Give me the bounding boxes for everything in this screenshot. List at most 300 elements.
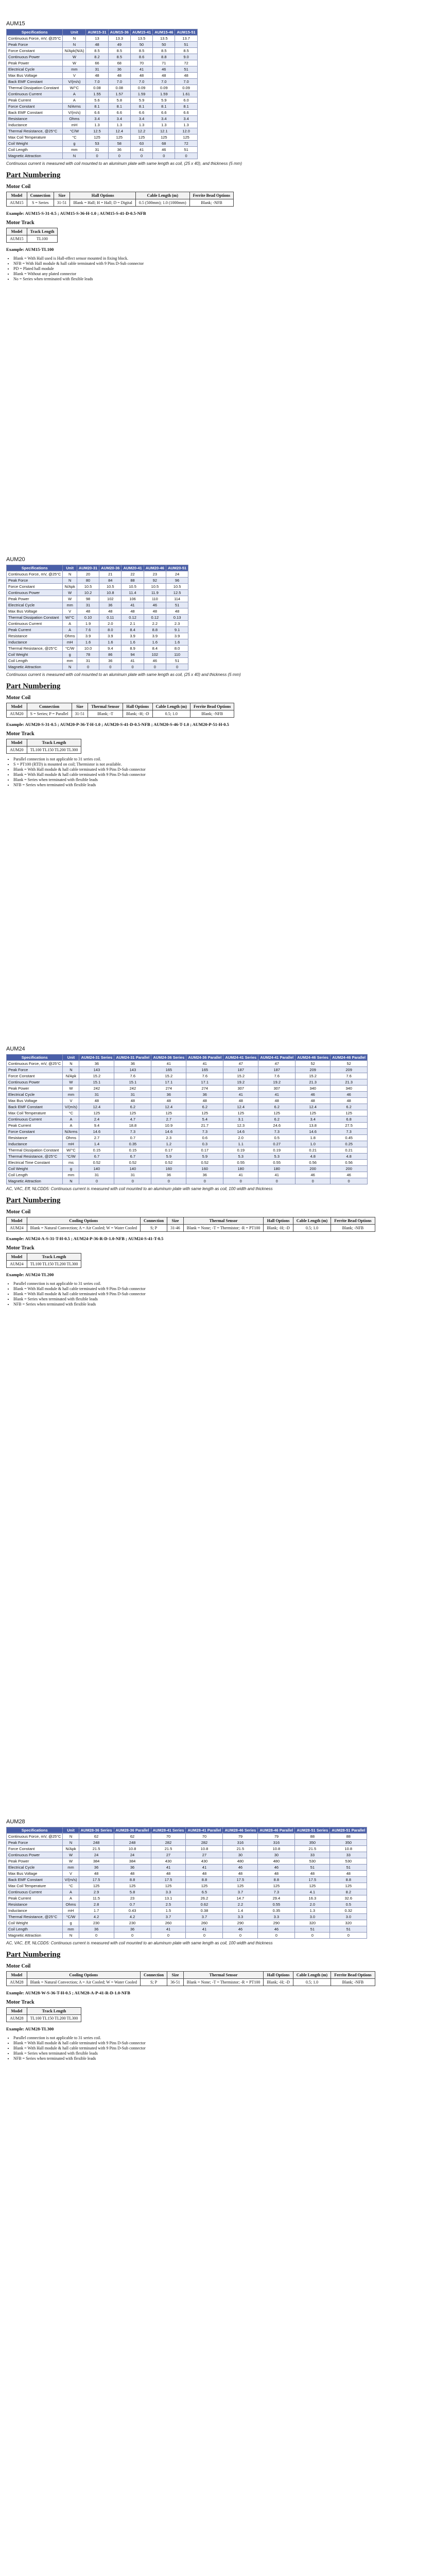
spec-row xyxy=(7,60,198,66)
spec-value: 4.2 xyxy=(79,1914,114,1920)
spec-parameter: Inductance xyxy=(7,1908,63,1914)
spec-value: 8.2 xyxy=(86,54,108,60)
spec-row xyxy=(7,1865,367,1871)
spec-parameter: Thermal Resistance, @25°C xyxy=(7,1154,63,1160)
spec-value: 79 xyxy=(223,1834,258,1840)
spec-value: 7.0 xyxy=(153,79,175,85)
spec-value: 41 xyxy=(258,1172,296,1178)
spec-value: 0.43 xyxy=(114,1908,151,1914)
spec-row xyxy=(7,1098,368,1104)
spec-value: 307 xyxy=(223,1086,258,1092)
spec-value: 125 xyxy=(331,1110,368,1116)
spec-value: g xyxy=(63,1920,79,1926)
coil-option-cell: Blank; -NFB xyxy=(189,199,233,207)
spec-value: 36 xyxy=(108,66,130,73)
spec-column-header: AUM15-41 xyxy=(130,29,152,36)
spec-value: 0.5 xyxy=(258,1135,296,1141)
spec-value: 6.2 xyxy=(331,1104,368,1110)
track-column-header: Track Length xyxy=(27,739,81,747)
spec-value: 7.6 xyxy=(114,1073,151,1079)
spec-value: 31 xyxy=(114,1092,151,1098)
spec-value: 8.4 xyxy=(121,627,144,633)
spec-value: W xyxy=(63,1852,79,1858)
spec-value: 125 xyxy=(186,1883,223,1889)
spec-value: 0 xyxy=(114,1933,151,1939)
spec-value: 48 xyxy=(258,1098,296,1104)
spec-value: g xyxy=(63,652,77,658)
spec-value: N xyxy=(63,1178,79,1184)
spec-parameter: Magnetic Attraction xyxy=(7,153,63,159)
motor-track-table xyxy=(6,1253,81,1268)
spec-value: 12.4 xyxy=(79,1104,114,1110)
spec-value: 46 xyxy=(331,1172,368,1178)
spec-value: 36 xyxy=(114,1926,151,1933)
spec-row xyxy=(7,1141,368,1147)
spec-value: °C xyxy=(63,1110,79,1116)
coil-option-cell: Blank = Hall; H = Hall; D = Digital xyxy=(70,199,135,207)
spec-value: 0.35 xyxy=(114,1141,151,1147)
spec-value: 0.19 xyxy=(258,1147,296,1154)
spec-value: 7.6 xyxy=(77,627,99,633)
spec-value: °C xyxy=(63,134,86,141)
spec-value: 41 xyxy=(186,1926,223,1933)
spec-parameter: Peak Power xyxy=(7,596,63,602)
spec-row xyxy=(7,1858,367,1865)
spec-column-header: Specifications xyxy=(7,565,63,571)
spec-value: 0.08 xyxy=(108,85,130,91)
spec-value: 3.9 xyxy=(99,633,121,639)
spec-value: 0.27 xyxy=(258,1141,296,1147)
spec-value: 125 xyxy=(151,1110,186,1116)
spec-value: 46 xyxy=(296,1092,331,1098)
spec-value: 125 xyxy=(258,1883,295,1889)
spec-value: 350 xyxy=(295,1840,330,1846)
spec-value: 0 xyxy=(166,664,188,670)
spec-value: 3.0 xyxy=(295,1914,330,1920)
spec-parameter: Continuous Current xyxy=(7,1116,63,1123)
spec-value: 200 xyxy=(296,1166,331,1172)
spec-value: 51 xyxy=(295,1926,330,1933)
spec-value: 125 xyxy=(151,1883,186,1889)
spec-value: 340 xyxy=(296,1086,331,1092)
spec-row xyxy=(7,110,198,116)
spec-parameter: Continuous Current xyxy=(7,1889,63,1895)
spec-value: 24 xyxy=(79,1852,114,1858)
spec-value: 0.56 xyxy=(331,1160,368,1166)
spec-parameter: Continuous Force, mV, @25°C xyxy=(7,571,63,578)
note-item: • Blank = With Hall module & hall cable terminated with 9 Pins D-Sub connector xyxy=(13,767,434,772)
spec-value: 5.8 xyxy=(114,1889,151,1895)
spec-parameter: Max Bus Voltage xyxy=(7,1098,63,1104)
spec-value: N xyxy=(63,1061,79,1067)
spec-value: 46 xyxy=(144,658,166,664)
spec-value: 46 xyxy=(223,1926,258,1933)
spec-value: 102 xyxy=(144,652,166,658)
note-item: • NFB = Series when terminated with flexible leads xyxy=(13,783,434,787)
spec-value: 21.3 xyxy=(296,1079,331,1086)
coil-column-header: Size xyxy=(167,1217,184,1225)
spec-parameter: Resistance xyxy=(7,116,63,122)
spec-value: 51 xyxy=(166,658,188,664)
spec-value: 0.6 xyxy=(186,1135,223,1141)
spec-value: W xyxy=(63,60,86,66)
spec-value: 36 xyxy=(79,1926,114,1933)
spec-row xyxy=(7,1129,368,1135)
spec-value: 6.2 xyxy=(186,1104,223,1110)
spec-value: 88 xyxy=(330,1834,367,1840)
spec-value: 29.4 xyxy=(258,1895,295,1902)
spec-parameter: Max Coil Temperature xyxy=(7,1883,63,1889)
spec-value: 3.4 xyxy=(153,116,175,122)
spec-column-header: AUM28-51 Series xyxy=(295,1827,330,1834)
spec-footnote: AC, VAC, Eff, NLCDD5: Continuous current is measured with coil mounted to an aluminum plate with same length as coil, 100 width and thickness xyxy=(6,1187,273,1191)
spec-value: 13.5 xyxy=(130,36,152,42)
coil-example: Example: AUM28-W-S-36-T-H-0.5 ; AUM28-A-P-41-R-D-1.0-NFB xyxy=(6,1990,130,1995)
spec-value: A xyxy=(63,91,86,97)
spec-value: N/Apk xyxy=(63,1073,79,1079)
spec-value: N xyxy=(63,1834,79,1840)
spec-value: 48 xyxy=(331,1098,368,1104)
motor-track-title: Motor Track xyxy=(6,1245,34,1251)
spec-value: 282 xyxy=(186,1840,223,1846)
note-item: • Blank = With Hall module & hall cable terminated with 9 Pins D-Sub connector xyxy=(13,2041,434,2045)
track-column-header: Track Length xyxy=(27,1253,81,1261)
spec-value: 2.0 xyxy=(223,1135,258,1141)
spec-parameter: Inductance xyxy=(7,1141,63,1147)
spec-value: 8.0 xyxy=(166,646,188,652)
spec-parameter: Coil Length xyxy=(7,147,63,153)
spec-value: 230 xyxy=(114,1920,151,1926)
spec-value: 36 xyxy=(79,1865,114,1871)
track-option-cell: TL100 TL150 TL200 TL300 xyxy=(27,2015,81,2022)
spec-value: 48 xyxy=(175,73,197,79)
spec-value: 0 xyxy=(151,1178,186,1184)
spec-column-header: AUM24-46 Series xyxy=(296,1055,331,1061)
spec-column-header: Specifications xyxy=(7,29,63,36)
spec-value: mm xyxy=(63,1092,79,1098)
spec-value: 106 xyxy=(121,596,144,602)
spec-value: 7.6 xyxy=(186,1073,223,1079)
spec-value: W xyxy=(63,1086,79,1092)
note-item: • Blank = Without any plated connector xyxy=(13,272,434,276)
spec-row xyxy=(7,79,198,85)
spec-value: 13.5 xyxy=(153,36,175,42)
spec-value: A xyxy=(63,1116,79,1123)
spec-value: 102 xyxy=(99,596,121,602)
spec-footnote: Continuous current is measured with coil mounted to an aluminum plate with same length as coil, (25 x 40) and thickness (5 mm) xyxy=(6,672,241,677)
spec-value: 14.6 xyxy=(151,1129,186,1135)
spec-row xyxy=(7,1840,367,1846)
spec-value: 4.7 xyxy=(114,1116,151,1123)
spec-value: 47 xyxy=(258,1061,296,1067)
spec-value: 350 xyxy=(330,1840,367,1846)
spec-value: 530 xyxy=(330,1858,367,1865)
spec-value: mm xyxy=(63,147,86,153)
spec-value: 125 xyxy=(223,1110,258,1116)
spec-value: 1.3 xyxy=(153,122,175,128)
spec-row xyxy=(7,97,198,104)
spec-parameter: Continuous Power xyxy=(7,1079,63,1086)
spec-value: 8.5 xyxy=(153,48,175,54)
spec-parameter: Peak Current xyxy=(7,627,63,633)
model-section xyxy=(0,1819,434,2061)
spec-value: 12.4 xyxy=(296,1104,331,1110)
spec-value: 14.6 xyxy=(223,1129,258,1135)
spec-value: 15.2 xyxy=(223,1073,258,1079)
spec-value: A xyxy=(63,621,77,627)
coil-option-cell: 31-46 xyxy=(167,1225,184,1232)
spec-value: 480 xyxy=(223,1858,258,1865)
coil-option-cell: 0.5; 1.0 xyxy=(152,710,190,718)
spec-value: 46 xyxy=(331,1092,368,1098)
spec-value: 12.2 xyxy=(130,128,152,134)
spec-value: 7.3 xyxy=(258,1129,296,1135)
spec-value: 48 xyxy=(223,1871,258,1877)
spec-footnote: AC, VAC, Eff, NLCDD5: Continuous current is measured with coil mounted to an aluminum plate with same length as coil, 100 width and thickness xyxy=(6,1941,273,1945)
spec-row xyxy=(7,153,198,159)
spec-value: 36 xyxy=(186,1172,223,1178)
spec-value: 5.9 xyxy=(151,1154,186,1160)
spec-value: 46 xyxy=(153,66,175,73)
spec-value: 6.7 xyxy=(79,1154,114,1160)
spec-value: 0.11 xyxy=(99,615,121,621)
spec-value: 31 xyxy=(79,1092,114,1098)
spec-value: g xyxy=(63,1166,79,1172)
spec-row xyxy=(7,1926,367,1933)
spec-column-header: Unit xyxy=(63,1827,79,1834)
spec-value: 0.7 xyxy=(114,1135,151,1141)
spec-value: 31 xyxy=(77,602,99,608)
notes-list xyxy=(13,1281,434,1307)
spec-value: ms xyxy=(63,1160,79,1166)
motor-coil-title: Motor Coil xyxy=(6,1963,31,1969)
spec-value: 0.17 xyxy=(186,1147,223,1154)
spec-value: mH xyxy=(63,122,86,128)
coil-column-header: Cable Length (m) xyxy=(135,192,189,199)
spec-row xyxy=(7,1933,367,1939)
coil-option-cell: S; P xyxy=(140,1979,167,1986)
track-column-header: Model xyxy=(7,2008,27,2015)
spec-value: 8.5 xyxy=(108,48,130,54)
spec-value: 3.4 xyxy=(175,116,197,122)
spec-value: 41 xyxy=(223,1092,258,1098)
spec-value: 14.7 xyxy=(223,1895,258,1902)
spec-value: N/Apk xyxy=(63,584,77,590)
spec-value: 340 xyxy=(331,1086,368,1092)
spec-row xyxy=(7,1877,367,1883)
track-option-cell: AUM28 xyxy=(7,2015,27,2022)
spec-value: 1.6 xyxy=(121,639,144,646)
spec-parameter: Thermal Resistance, @25°C xyxy=(7,128,63,134)
spec-parameter: Peak Power xyxy=(7,1858,63,1865)
spec-value: 48 xyxy=(79,1871,114,1877)
coil-option-cell: AUM15 xyxy=(7,199,27,207)
spec-parameter: Peak Force xyxy=(7,1067,63,1073)
spec-value: 2.4 xyxy=(79,1116,114,1123)
spec-value: 41 xyxy=(121,602,144,608)
spec-value: 6.8 xyxy=(331,1116,368,1123)
spec-value: 5.9 xyxy=(130,97,152,104)
spec-column-header: AUM24-41 Parallel xyxy=(258,1055,296,1061)
spec-value: 125 xyxy=(296,1110,331,1116)
spec-value: 3.4 xyxy=(296,1116,331,1123)
spec-value: 8.0 xyxy=(99,627,121,633)
motor-track-title: Motor Track xyxy=(6,731,34,737)
spec-value: N xyxy=(63,664,77,670)
spec-value: 12.5 xyxy=(166,590,188,596)
track-option-cell: AUM20 xyxy=(7,747,27,754)
spec-value: 0.21 xyxy=(296,1147,331,1154)
spec-value: 46 xyxy=(258,1865,295,1871)
spec-parameter: Continuous Force, mV, @25°C xyxy=(7,1834,63,1840)
spec-value: 0.19 xyxy=(223,1147,258,1154)
motor-track-table xyxy=(6,2007,81,2022)
spec-value: 125 xyxy=(153,134,175,141)
spec-value: 3.9 xyxy=(121,633,144,639)
spec-row xyxy=(7,85,198,91)
spec-row xyxy=(7,664,188,670)
coil-column-header: Hall Options xyxy=(264,1972,293,1979)
note-item: • No = Series when terminated with flexible leads xyxy=(13,277,434,281)
spec-value: 48 xyxy=(121,608,144,615)
spec-value: N/Apk xyxy=(63,1846,79,1852)
spec-value: 125 xyxy=(79,1883,114,1889)
coil-column-header: Cable Length (m) xyxy=(293,1972,331,1979)
spec-value: 2.2 xyxy=(144,621,166,627)
spec-value: 48 xyxy=(223,1098,258,1104)
spec-value: 200 xyxy=(331,1166,368,1172)
coil-option-cell: 36-51 xyxy=(167,1979,184,1986)
spec-value: 125 xyxy=(114,1110,151,1116)
spec-value: 0 xyxy=(153,153,175,159)
motor-track-title: Motor Track xyxy=(6,220,34,226)
spec-value: 0.52 xyxy=(114,1160,151,1166)
spec-value: 7.6 xyxy=(331,1073,368,1079)
spec-value: 4.8 xyxy=(296,1154,331,1160)
spec-row xyxy=(7,66,198,73)
spec-parameter: Continuous Power xyxy=(7,1852,63,1858)
spec-value: 10.2 xyxy=(77,590,99,596)
spec-value: 5.3 xyxy=(258,1154,296,1160)
spec-value: 33 xyxy=(330,1852,367,1858)
spec-value: 27 xyxy=(151,1852,186,1858)
spec-value: 17.5 xyxy=(223,1877,258,1883)
note-item: • Parallel connection is not applicable to 31 series coil. xyxy=(13,757,434,761)
spec-value: 1.9 xyxy=(77,621,99,627)
coil-column-header: Model xyxy=(7,1972,27,1979)
section-title: AUM15 xyxy=(6,21,25,27)
spec-row xyxy=(7,608,188,615)
spec-value: 8.9 xyxy=(121,646,144,652)
spec-column-header: AUM24-36 Parallel xyxy=(186,1055,223,1061)
spec-value: 8.8 xyxy=(186,1877,223,1883)
spec-value: 384 xyxy=(114,1858,151,1865)
spec-value: 8.8 xyxy=(153,54,175,60)
spec-value: 62 xyxy=(79,1834,114,1840)
spec-value: 15.2 xyxy=(79,1073,114,1079)
spec-value: N xyxy=(63,1840,79,1846)
spec-value: 274 xyxy=(186,1086,223,1092)
spec-value: 10.5 xyxy=(121,584,144,590)
spec-parameter: Thermal Dissipation Constant xyxy=(7,1147,63,1154)
spec-value: 316 xyxy=(223,1840,258,1846)
spec-column-header: AUM20-36 xyxy=(99,565,121,571)
spec-value: 7.3 xyxy=(186,1129,223,1135)
spec-column-header: AUM28-46 Series xyxy=(223,1827,258,1834)
spec-value: 1.2 xyxy=(151,1141,186,1147)
spec-value: 0.52 xyxy=(79,1160,114,1166)
spec-value: 5.3 xyxy=(223,1154,258,1160)
spec-value: 23 xyxy=(144,571,166,578)
spec-value: 3.9 xyxy=(166,633,188,639)
spec-value: 96 xyxy=(166,578,188,584)
spec-value: 165 xyxy=(151,1067,186,1073)
spec-value: 31 xyxy=(77,658,99,664)
coil-example: Example: AUM24-A-S-31-T-H-0.5 ; AUM24-P-36-R-D-1.0-NFB ; AUM24-S-41-T-0.5 xyxy=(6,1236,164,1241)
section-title: AUM20 xyxy=(6,556,25,563)
coil-option-cell: Blank = None; -T = Thermistor; -R = PT100 xyxy=(183,1979,264,1986)
spec-value: 41 xyxy=(121,658,144,664)
spec-value: 41 xyxy=(130,147,152,153)
spec-parameter: Force Constant xyxy=(7,48,63,54)
spec-value: 480 xyxy=(258,1858,295,1865)
spec-value: 180 xyxy=(258,1166,296,1172)
spec-parameter: Force Constant xyxy=(7,1073,63,1079)
spec-parameter: Peak Force xyxy=(7,1840,63,1846)
spec-row xyxy=(7,1834,367,1840)
spec-value: 1.0 xyxy=(296,1141,331,1147)
spec-value: V/(m/s) xyxy=(63,1104,79,1110)
spec-value: °C/W xyxy=(63,128,86,134)
spec-row xyxy=(7,116,198,122)
spec-value: 260 xyxy=(151,1920,186,1926)
spec-value: 51 xyxy=(175,42,197,48)
spec-row xyxy=(7,1883,367,1889)
spec-parameter: Max Bus Voltage xyxy=(7,608,63,615)
spec-value: W/°C xyxy=(63,85,86,91)
spec-value: 0 xyxy=(296,1178,331,1184)
coil-option-cell: S = Series xyxy=(27,199,54,207)
spec-row xyxy=(7,134,198,141)
spec-parameter: Continuous Power xyxy=(7,590,63,596)
note-item: • Blank = With Hall module & hall cable terminated with 9 Pins D-Sub connector xyxy=(13,1286,434,1291)
spec-row xyxy=(7,584,188,590)
spec-value: 23 xyxy=(114,1895,151,1902)
spec-value: 0.52 xyxy=(151,1160,186,1166)
spec-value: N xyxy=(63,42,86,48)
section-title: AUM28 xyxy=(6,1819,25,1825)
spec-value: 27.5 xyxy=(331,1123,368,1129)
spec-value: 36 xyxy=(99,658,121,664)
spec-row xyxy=(7,1889,367,1895)
spec-value: 41 xyxy=(151,1926,186,1933)
spec-value: 230 xyxy=(79,1920,114,1926)
spec-value: W xyxy=(63,1079,79,1086)
spec-value: V xyxy=(63,1098,79,1104)
spec-value: 21.3 xyxy=(331,1079,368,1086)
spec-value: 1.4 xyxy=(79,1141,114,1147)
spec-value: mH xyxy=(63,1908,79,1914)
spec-value: 6.0 xyxy=(175,97,197,104)
spec-value: V xyxy=(63,608,77,615)
spec-column-header: Unit xyxy=(63,565,77,571)
spec-value: 0.09 xyxy=(130,85,152,91)
spec-value: 7.3 xyxy=(114,1129,151,1135)
spec-value: °C xyxy=(63,1883,79,1889)
spec-value: 9.4 xyxy=(99,646,121,652)
spec-column-header: AUM24-41 Series xyxy=(223,1055,258,1061)
note-item: • NFB = With Hall module & hall cable terminated with 9 Pins D-Sub connector xyxy=(13,261,434,266)
